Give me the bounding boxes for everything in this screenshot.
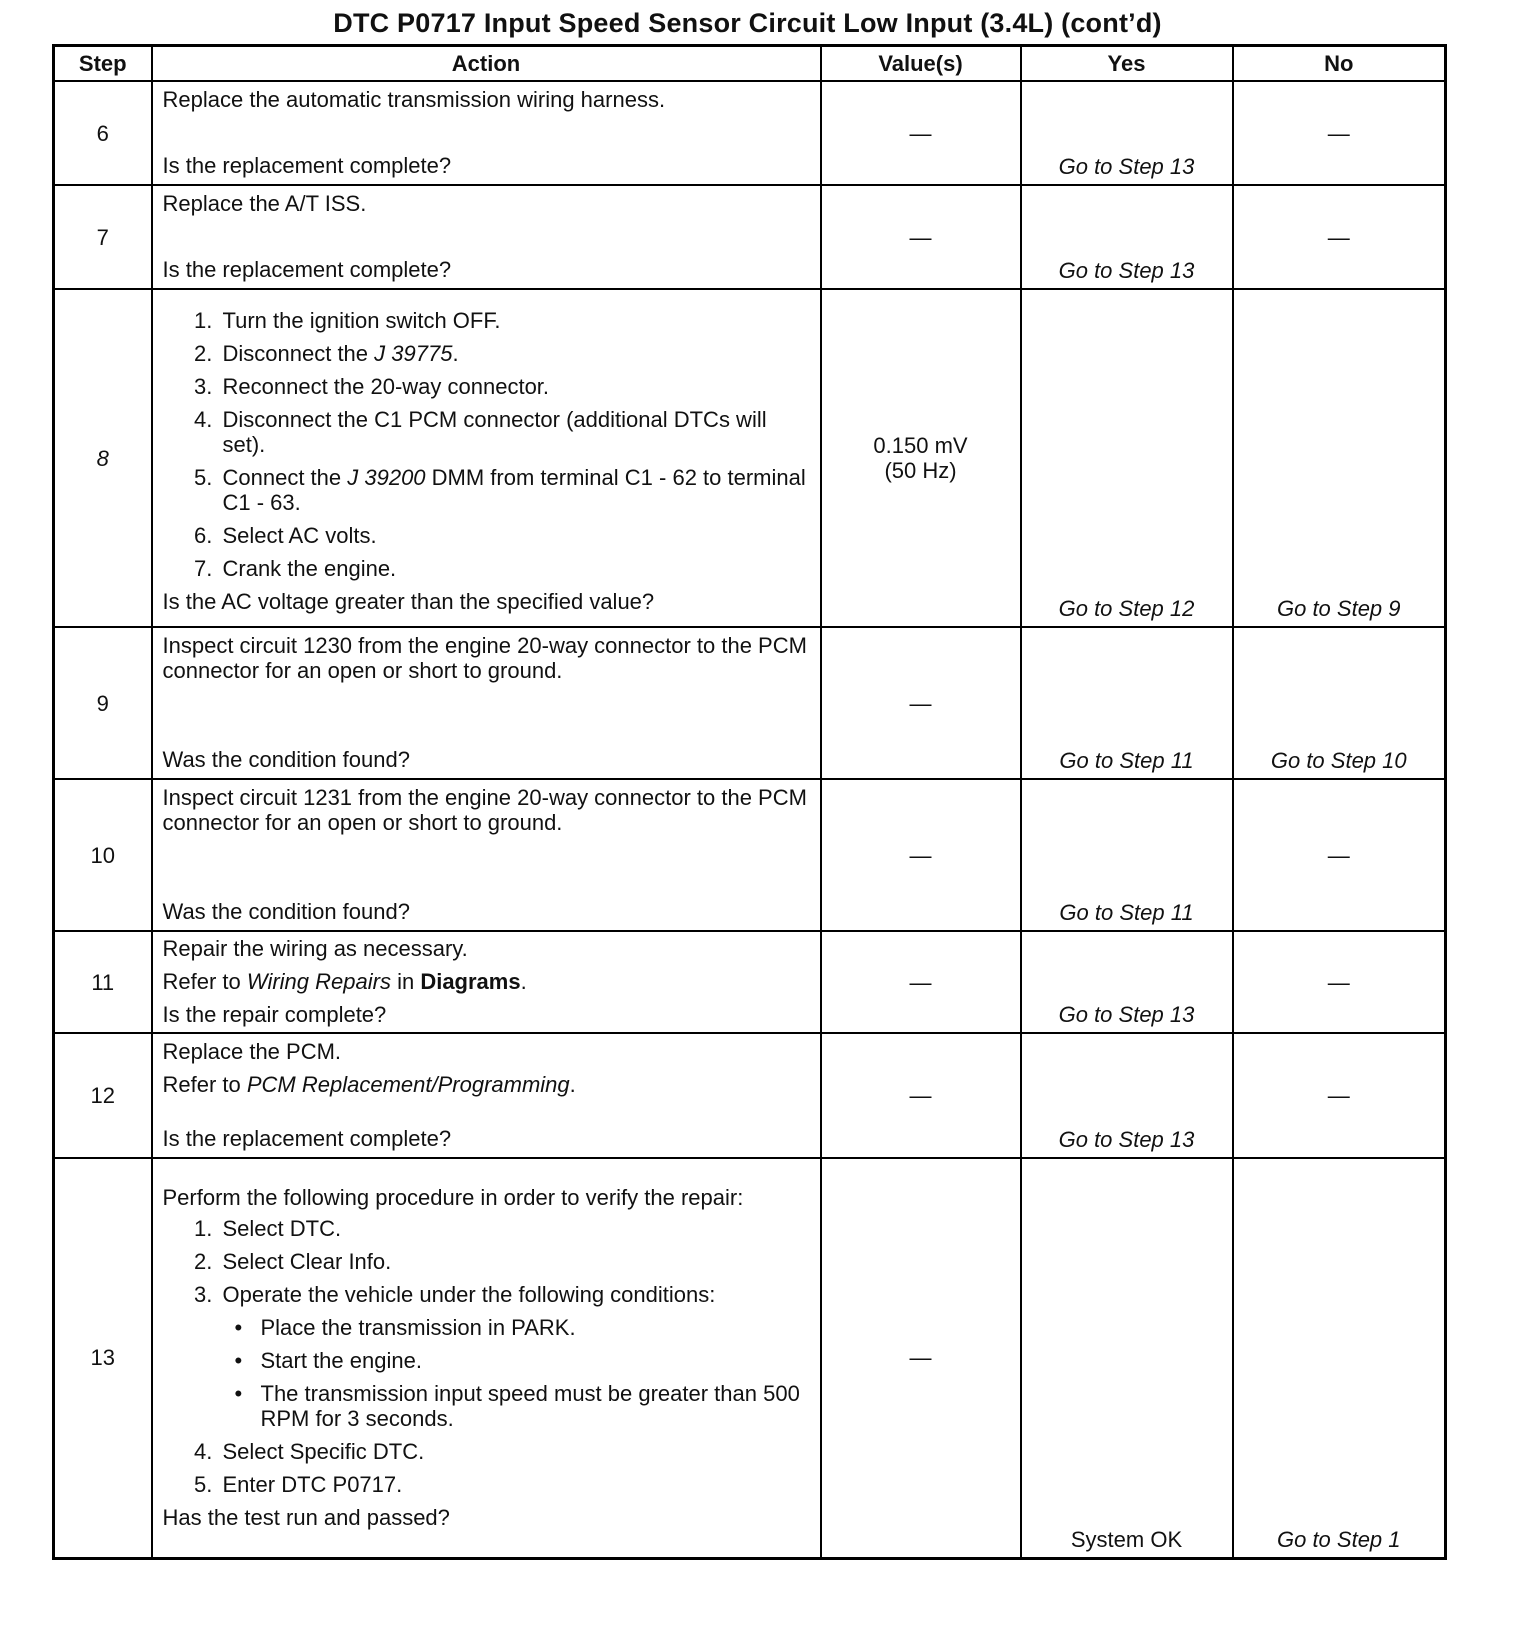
action-cell — [152, 289, 821, 627]
procedure-list — [163, 308, 814, 581]
header-step: Step — [54, 46, 152, 82]
step-number: 9 — [54, 627, 152, 779]
tool-reference: J 39775 — [374, 340, 453, 366]
list-item: 1. Select DTC. — [219, 1216, 814, 1241]
bullet-item: • Start the engine. — [257, 1348, 814, 1373]
action-question: Was the condition found? — [162, 747, 410, 772]
yes-cell: Go to Step 12 — [1021, 289, 1233, 627]
reference-text: . — [520, 969, 527, 994]
table-row — [54, 779, 1446, 931]
action-cell — [152, 81, 821, 185]
value-cell: — — [821, 1158, 1021, 1558]
step-number: 8 — [54, 289, 152, 627]
value-cell: — — [821, 779, 1021, 931]
item-text: . — [452, 340, 459, 366]
reference-text: in — [390, 969, 421, 994]
action-reference — [163, 1072, 814, 1097]
list-item: 6. Select AC volts. — [219, 523, 814, 548]
reference-link: PCM Replacement/Programming — [246, 1072, 570, 1097]
value-frequency: (50 Hz) — [884, 458, 957, 483]
yes-cell: System OK — [1021, 1158, 1233, 1558]
action-question: Is the repair complete? — [162, 1002, 387, 1027]
yes-cell: Go to Step 13 — [1021, 81, 1233, 185]
list-item: 5. Enter DTC P0717. — [219, 1472, 814, 1497]
action-text: Perform the following procedure in order to verify the repair: — [162, 1184, 744, 1210]
page-title: DTC P0717 Input Speed Sensor Circuit Low Input (3.4L) (cont’d) — [333, 8, 1162, 38]
no-cell: — — [1233, 1033, 1446, 1158]
table-row — [54, 289, 1446, 627]
list-item: 4. Select Specific DTC. — [219, 1439, 814, 1464]
list-item: 1. Turn the ignition switch OFF. — [219, 308, 814, 333]
no-cell: — — [1233, 779, 1446, 931]
table-row — [54, 931, 1446, 1033]
action-question: Is the replacement complete? — [162, 257, 452, 282]
table-row — [54, 1158, 1446, 1558]
action-question: Has the test run and passed? — [162, 1504, 450, 1530]
yes-cell: Go to Step 11 — [1021, 627, 1233, 779]
header-yes: Yes — [1021, 46, 1233, 82]
bullet-item: • Place the transmission in PARK. — [257, 1315, 814, 1340]
no-cell: Go to Step 10 — [1233, 627, 1446, 779]
table-row — [54, 185, 1446, 289]
item-text: Disconnect the — [222, 340, 375, 366]
item-text: Connect the — [222, 464, 348, 490]
header-action: Action — [152, 46, 821, 82]
action-question: Is the AC voltage greater than the specified value? — [162, 588, 655, 614]
list-item — [219, 465, 814, 515]
action-text: Replace the PCM. — [162, 1039, 342, 1064]
item-text: Operate the vehicle under the following conditions: — [222, 1281, 716, 1307]
table-row — [54, 1033, 1446, 1158]
yes-cell: Go to Step 13 — [1021, 185, 1233, 289]
action-cell — [152, 931, 821, 1033]
step-number: 13 — [54, 1158, 152, 1558]
reference-link: Wiring Repairs — [246, 969, 391, 994]
yes-cell: Go to Step 11 — [1021, 779, 1233, 931]
yes-cell: Go to Step 13 — [1021, 1033, 1233, 1158]
action-question: Is the replacement complete? — [162, 153, 452, 178]
table-header-row — [54, 46, 1446, 82]
no-cell: Go to Step 1 — [1233, 1158, 1446, 1558]
value-cell: — — [821, 627, 1021, 779]
no-cell: — — [1233, 81, 1446, 185]
list-item: 2. Select Clear Info. — [219, 1249, 814, 1274]
reference-text: Refer to — [162, 1072, 247, 1097]
table-row — [54, 627, 1446, 779]
list-item: 3. Reconnect the 20-way connector. — [219, 374, 814, 399]
diagnostic-table — [52, 44, 1447, 1560]
procedure-list — [163, 1216, 814, 1497]
action-text: Inspect circuit 1230 from the engine 20-way connector to the PCM connector for an open or short to ground. — [162, 633, 807, 683]
action-cell — [152, 185, 821, 289]
action-text: Replace the automatic transmission wiring harness. — [162, 87, 666, 112]
value-cell: — — [821, 81, 1021, 185]
value-cell: — — [821, 1033, 1021, 1158]
step-number: 10 — [54, 779, 152, 931]
list-item: 4. Disconnect the C1 PCM connector (additional DTCs will set). — [219, 407, 814, 457]
list-item — [219, 1282, 814, 1431]
action-question: Is the replacement complete? — [162, 1126, 452, 1151]
tool-reference: J 39200 — [347, 464, 426, 490]
value-cell — [821, 289, 1021, 627]
step-number: 12 — [54, 1033, 152, 1158]
yes-cell: Go to Step 13 — [1021, 931, 1233, 1033]
action-reference — [163, 969, 814, 994]
item-text: DMM from terminal C1 - 62 to terminal C1 - 63. — [222, 464, 806, 515]
action-text: Replace the A/T ISS. — [162, 191, 367, 216]
list-item: 7. Crank the engine. — [219, 556, 814, 581]
no-cell: — — [1233, 185, 1446, 289]
value-cell: — — [821, 931, 1021, 1033]
reference-section: Diagrams — [420, 969, 521, 994]
action-cell — [152, 779, 821, 931]
action-text: Inspect circuit 1231 from the engine 20-way connector to the PCM connector for an open or short to ground. — [162, 785, 807, 835]
action-cell — [152, 1158, 821, 1558]
action-cell — [152, 627, 821, 779]
no-cell: Go to Step 9 — [1233, 289, 1446, 627]
action-cell — [152, 1033, 821, 1158]
header-values: Value(s) — [821, 46, 1021, 82]
list-item — [219, 341, 814, 366]
value-cell: — — [821, 185, 1021, 289]
value-voltage: 0.150 mV — [873, 433, 968, 458]
step-number: 6 — [54, 81, 152, 185]
action-question: Was the condition found? — [162, 899, 410, 924]
reference-text: . — [569, 1072, 576, 1097]
no-cell: — — [1233, 931, 1446, 1033]
condition-list — [223, 1315, 814, 1431]
table-row — [54, 81, 1446, 185]
action-text: Repair the wiring as necessary. — [162, 936, 468, 961]
step-number: 7 — [54, 185, 152, 289]
bullet-item: • The transmission input speed must be greater than 500 RPM for 3 seconds. — [257, 1381, 814, 1431]
step-number: 11 — [54, 931, 152, 1033]
reference-text: Refer to — [162, 969, 247, 994]
header-no: No — [1233, 46, 1446, 82]
